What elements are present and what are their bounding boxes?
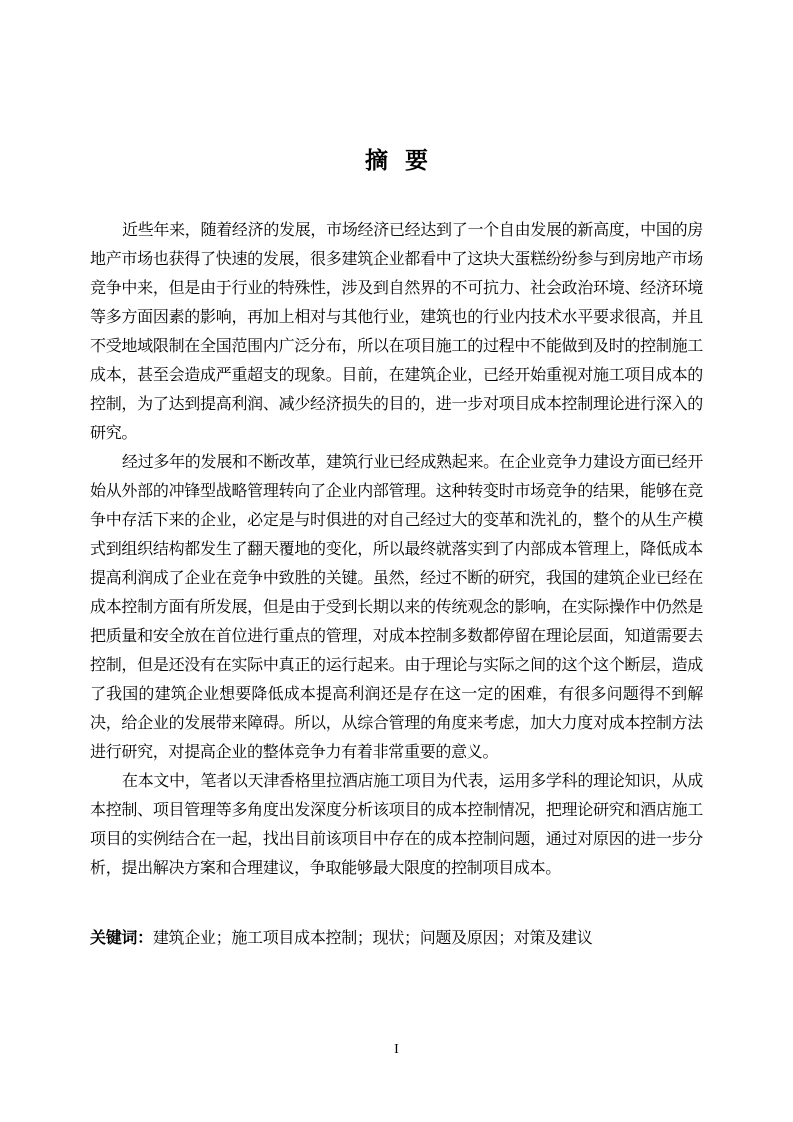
abstract-paragraph-3: 在本文中，笔者以天津香格里拉酒店施工项目为代表，运用多学科的理论知识，从成本控制、项目管理等多角度出发深度分析该项目的成本控制情况，把理论研究和酒店施工项目的实例结合在一起，找出目前该项目中存在的成本控制问题，通过对原因的进一步分析，提出解决方案和合理建议，争取能够最大限度的控制项目成本。 bbox=[90, 773, 703, 877]
abstract-paragraph-1: 近些年来，随着经济的发展，市场经济已经达到了一个自由发展的新高度，中国的房地产市场也获得了快速的发展，很多建筑企业都看中了这块大蛋糕纷纷参与到房地产市场竞争中来，但是由于行业的特殊性，涉及到自然界的不可抗力、社会政治环境、经济环境等多方面因素的影响，再加上相对与其他行业，建筑也的行业内技术水平要求很高，并且不受地域限制在全国范围内广泛分布，所以在项目施工的过程中不能做到及时的控制施工成本，甚至会造成严重超支的现象。目前，在建筑企业，已经开始重视对施工项目成本的控制，为了达到提高利润、减少经济损失的目的，进一步对项目成本控制理论进行深入的研究。 bbox=[90, 222, 703, 442]
page-number: I bbox=[394, 1042, 399, 1057]
page-title: 摘 要 bbox=[364, 148, 428, 174]
keywords-line bbox=[90, 923, 703, 953]
keywords-content: 建筑企业；施工项目成本控制；现状；问题及原因；对策及建议 bbox=[152, 930, 593, 947]
abstract-paragraph-2: 经过多年的发展和不断改革，建筑行业已经成熟起来。在企业竞争力建设方面已经开始从外部的冲锋型战略管理转向了企业内部管理。这种转变时市场竞争的结果，能够在竞争中存活下来的企业，必定是与时俱进的对自己经过大的变革和洗礼的，整个的从生产模式到组织结构都发生了翻天覆地的变化，所以最终就落实到了内部成本管理上，降低成本提高利润成了企业在竞争中致胜的关键。虽然，经过不断的研究，我国的建筑企业已经在成本控制方面有所发展，但是由于受到长期以来的传统观念的影响，在实际操作中仍然是把质量和安全放在首位进行重点的管理，对成本控制多数都停留在理论层面，知道需要去控制，但是还没有在实际中真正的运行起来。由于理论与实际之间的这个这个断层，造成了我国的建筑企业想要降低成本提高利润还是存在这一定的困难，有很多问题得不到解决，给企业的发展带来障碍。所以，从综合管理的角度来考虑，加大力度对成本控制方法进行研究，对提高企业的整体竞争力有着非常重要的意义。 bbox=[90, 454, 703, 761]
keywords-label: 关键词： bbox=[90, 928, 153, 947]
